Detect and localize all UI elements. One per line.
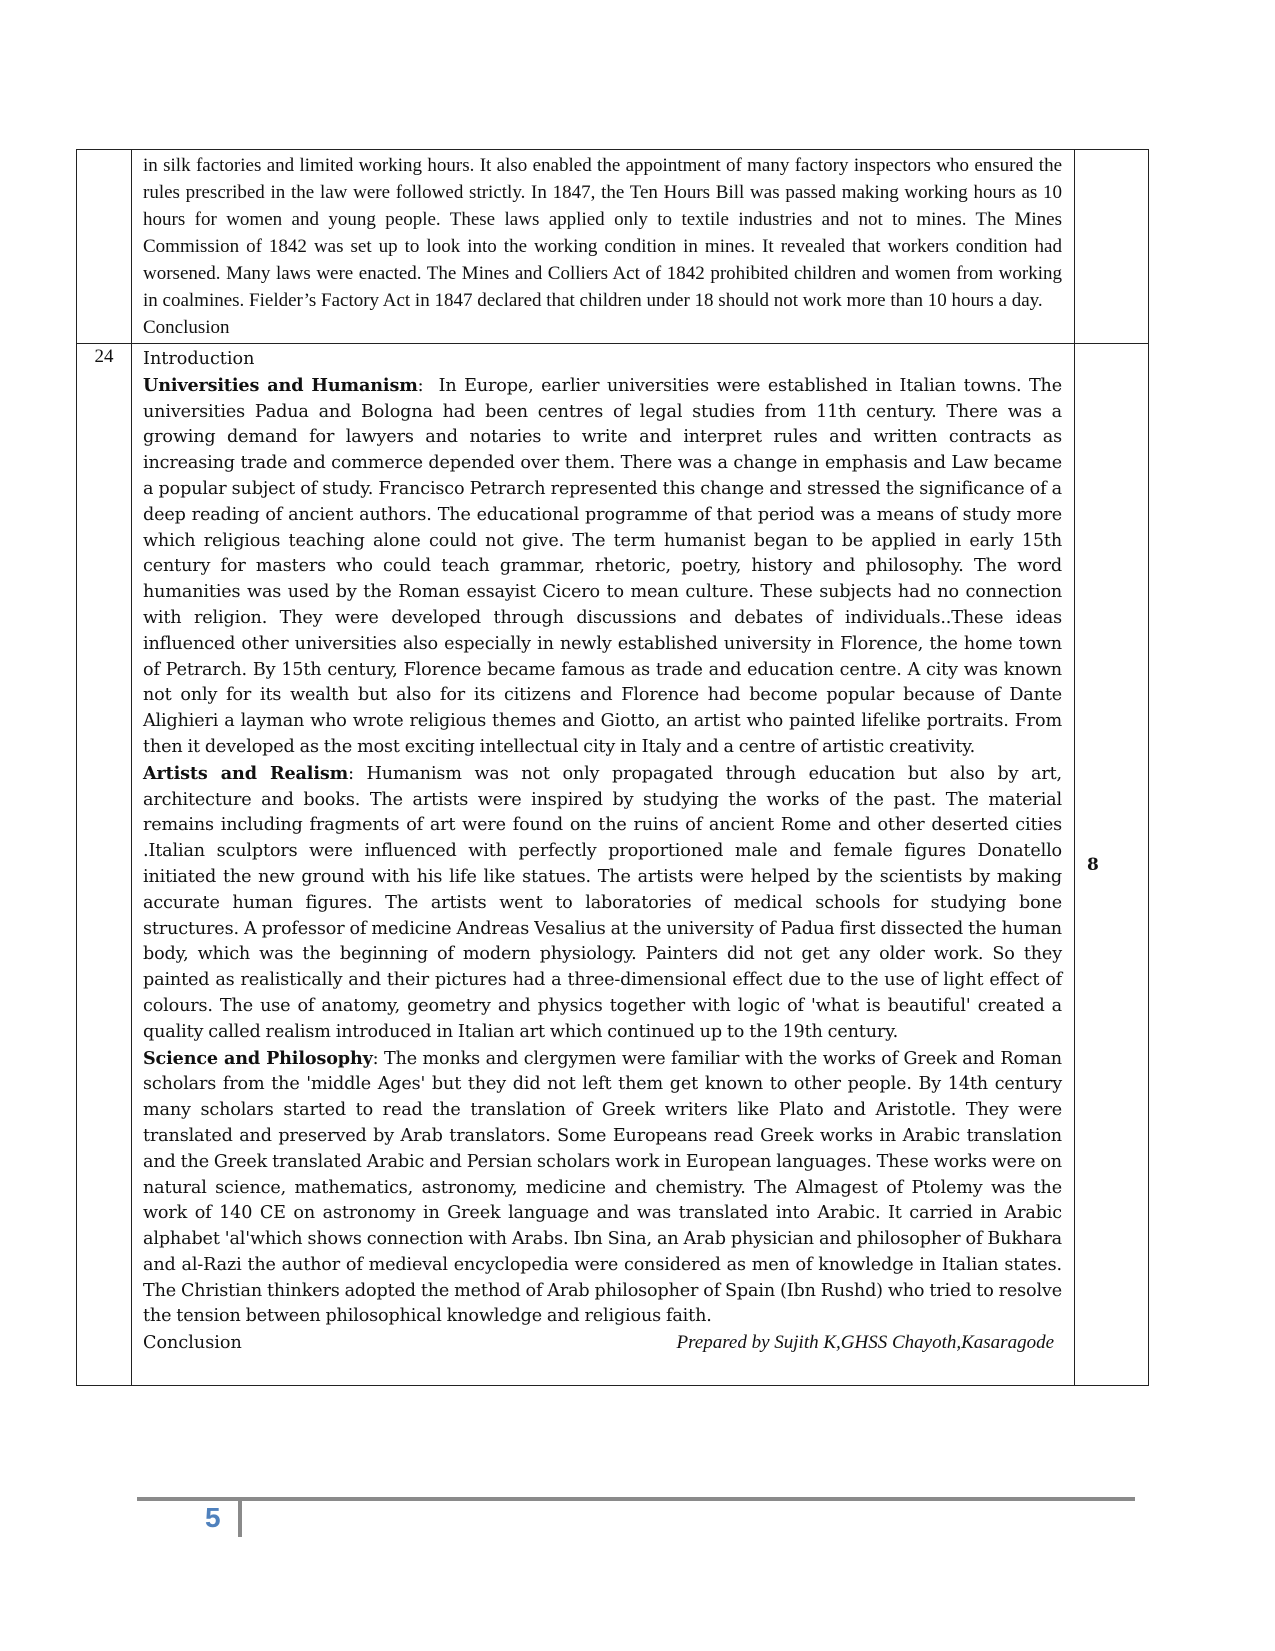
page-number: 5 — [205, 1502, 221, 1533]
marks-value: 8 — [1087, 854, 1099, 875]
section-separator: : — [372, 1048, 384, 1069]
table-row — [77, 150, 1149, 344]
question-number-cell — [77, 344, 132, 1386]
conclusion-label: Conclusion — [143, 317, 230, 338]
section-science-philosophy — [143, 1046, 1062, 1331]
footer-divider — [238, 1497, 242, 1537]
answer-cell — [132, 150, 1075, 344]
section-text: The monks and clergymen were familiar with the works of Greek and Roman scholars from the 'middle Ages' but they did not left them get known to other people. By 14th century many scholars started to read the translation of Greek writers like Plato and Aristotle. They were translated and preserved by Arab translators. Some Europeans read Greek works in Arabic translation and the Greek translated Arabic and Persian scholars work in European languages. These works were on natural science, mathematics, astronomy, medicine and chemistry. The Almagest of Ptolemy was the work of 140 CE on astronomy in Greek language and was translated into Arabic. It carried in Arabic alphabet 'al'which shows connection with Arabs. Ibn Sina, an Arab physician and philosopher of Bukhara and al-Razi the author of medieval encyclopedia were considered as men of knowledge in Italian states. The Christian thinkers adopted the method of Arab philosopher of Spain (Ibn Rushd) who tried to resolve the tension between philosophical knowledge and religious faith. — [143, 1048, 1062, 1327]
section-universities-humanism — [143, 373, 1062, 761]
author-credit: Prepared by Sujith K,GHSS Chayoth,Kasaragode — [676, 1332, 1054, 1354]
answer-paragraph: in silk factories and limited working hours. It also enabled the appointment of many factory inspectors who ensured the rules prescribed in the law were followed strictly. In 1847, the Ten Hours Bill was passed making working hours as 10 hours for women and young people. These laws applied only to textile industries and not to mines. The Mines Commission of 1842 was set up to look into the working condition in mines. It revealed that workers condition had worsened. Many laws were enacted. The Mines and Colliers Act of 1842 prohibited children and women from working in coalmines. Fielder’s Factory Act in 1847 declared that children under 18 should not work more than 10 hours a day. — [143, 155, 1062, 311]
section-text: In Europe, earlier universities were established in Italian towns. The universities Padua and Bologna had been centres of legal studies from 11th century. There was a growing demand for lawyers and notaries to write and interpret rules and written contracts as increasing trade and commerce depended over them. There was a change in emphasis and Law became a popular subject of study. Francisco Petrarch represented this change and stressed the significance of a deep reading of ancient authors. The educational programme of that period was a means of study more which religious teaching alone could not give. The term humanist began to be applied in early 15th century for masters who could teach grammar, rhetoric, poetry, history and philosophy. The word humanities was used by the Roman essayist Cicero to mean culture. These subjects had no connection with religion. They were developed through discussions and debates of individuals..These ideas influenced other universities also especially in newly established university in Florence, the home town of Petrarch. By 15th century, Florence became famous as trade and education centre. A city was known not only for its wealth but also for its citizens and Florence had become popular because of Dante Alighieri a layman who wrote religious themes and Giotto, an artist who painted lifelike portraits. From then it developed as the most exciting intellectual city in Italy and a centre of artistic creativity. — [143, 375, 1062, 757]
section-heading: Artists and Realism — [143, 762, 349, 784]
marks-cell — [1075, 344, 1149, 1386]
section-heading: Universities and Humanism — [143, 374, 418, 396]
conclusion-label: Conclusion — [143, 1333, 242, 1354]
section-separator: : — [348, 763, 367, 784]
section-artists-realism — [143, 761, 1062, 1046]
question-number: 24 — [94, 346, 114, 367]
answer-cell — [132, 344, 1075, 1386]
question-number — [77, 150, 131, 160]
footer-rule — [137, 1497, 1135, 1501]
conclusion-line — [143, 1330, 1062, 1385]
question-number-cell — [77, 150, 132, 344]
section-heading: Science and Philosophy — [143, 1047, 373, 1069]
marks-cell — [1075, 150, 1149, 344]
table-row — [77, 344, 1149, 1386]
section-text: Humanism was not only propagated through education but also by art, architecture and books. The artists were inspired by studying the works of the past. The material remains including fragments of art were found on the ruins of ancient Rome and other deserted cities .Italian sculptors were influenced with perfectly proportioned male and female figures Donatello initiated the new ground with his life like statues. The artists were helped by the scientists by making accurate human figures. The artists went to laboratories of medical schools for studying bone structures. A professor of medicine Andreas Vesalius at the university of Padua first dissected the human body, which was the beginning of modern physiology. Painters did not get any older work. So they painted as realistically and their pictures had a three-dimensional effect due to the use of light effect of colours. The use of anatomy, geometry and physics together with logic of 'what is beautiful' created a quality called realism introduced in Italian art which continued up to the 19th century. — [143, 763, 1062, 1042]
section-separator: : — [417, 375, 439, 396]
introduction-label: Introduction — [143, 349, 255, 369]
answer-key-table — [76, 149, 1149, 1386]
